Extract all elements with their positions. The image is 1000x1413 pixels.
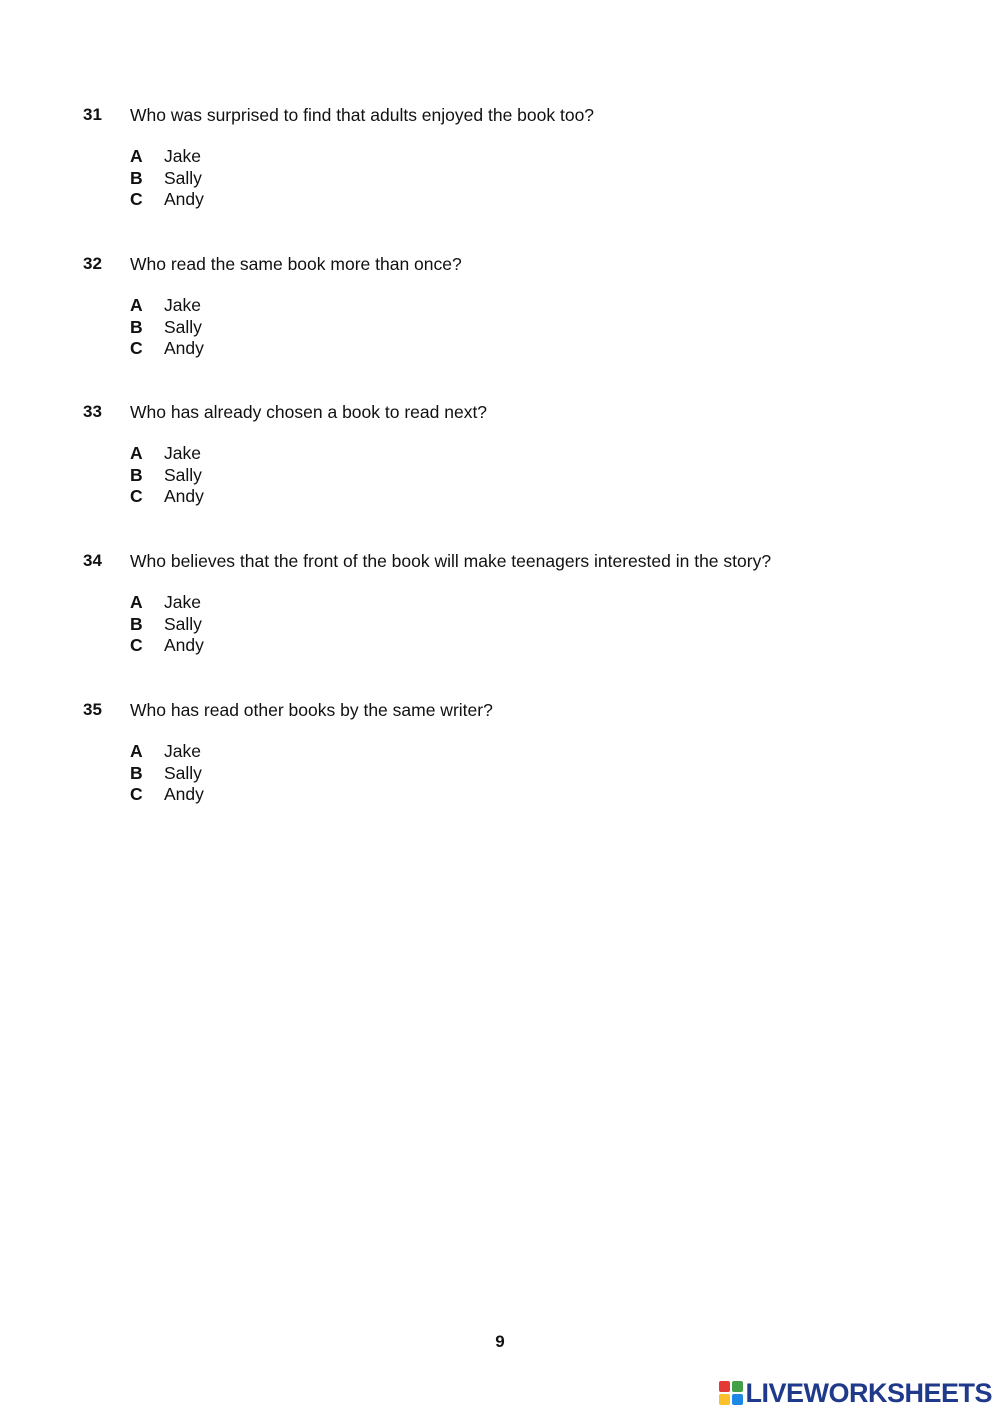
option-letter: A bbox=[130, 443, 143, 463]
option-letter: A bbox=[130, 592, 143, 612]
option-text: Sally bbox=[164, 167, 202, 188]
option-letter: A bbox=[130, 146, 143, 166]
brand-name: LIVEWORKSHEETS bbox=[745, 1377, 992, 1408]
option-text: Andy bbox=[164, 189, 204, 209]
option-text: Andy bbox=[164, 784, 204, 804]
option-c[interactable] bbox=[130, 189, 204, 211]
option-letter: C bbox=[130, 486, 143, 506]
option-letter: B bbox=[130, 613, 143, 634]
question-text: Who was surprised to find that adults enjoyed the book too? bbox=[130, 105, 595, 125]
option-a[interactable] bbox=[130, 295, 204, 317]
question-text: Who has read other books by the same writer? bbox=[130, 700, 493, 720]
option-text: Jake bbox=[164, 592, 201, 612]
option-a[interactable] bbox=[130, 741, 204, 763]
question-text: Who believes that the front of the book will make teenagers interested in the story? bbox=[130, 551, 772, 571]
question-text: Who read the same book more than once? bbox=[130, 254, 462, 274]
question-text: Who has already chosen a book to read next? bbox=[130, 402, 488, 422]
option-letter: B bbox=[130, 762, 143, 783]
liveworksheets-logo-icon bbox=[719, 1381, 743, 1405]
answer-options bbox=[130, 741, 204, 806]
option-b[interactable] bbox=[130, 465, 204, 487]
option-text: Andy bbox=[164, 635, 204, 655]
option-a[interactable] bbox=[130, 146, 204, 168]
question-number: 34 bbox=[83, 551, 102, 570]
option-letter: B bbox=[130, 167, 143, 188]
option-b[interactable] bbox=[130, 317, 204, 339]
option-letter: B bbox=[130, 316, 143, 337]
option-text: Jake bbox=[164, 741, 201, 761]
option-letter: B bbox=[130, 464, 143, 485]
answer-options bbox=[130, 295, 204, 360]
answer-options bbox=[130, 443, 204, 508]
option-text: Andy bbox=[164, 338, 204, 358]
option-c[interactable] bbox=[130, 338, 204, 360]
option-b[interactable] bbox=[130, 168, 204, 190]
liveworksheets-brand[interactable] bbox=[719, 1378, 992, 1408]
option-text: Jake bbox=[164, 295, 201, 315]
question-number: 31 bbox=[83, 105, 102, 124]
question-number: 33 bbox=[83, 402, 102, 421]
question-number: 35 bbox=[83, 700, 102, 719]
option-a[interactable] bbox=[130, 592, 204, 614]
option-text: Jake bbox=[164, 443, 201, 463]
option-c[interactable] bbox=[130, 486, 204, 508]
option-letter: C bbox=[130, 189, 143, 209]
option-c[interactable] bbox=[130, 635, 204, 657]
option-text: Andy bbox=[164, 486, 204, 506]
option-c[interactable] bbox=[130, 784, 204, 806]
option-text: Sally bbox=[164, 316, 202, 337]
option-letter: C bbox=[130, 338, 143, 358]
question-number: 32 bbox=[83, 254, 102, 273]
option-text: Sally bbox=[164, 613, 202, 634]
option-text: Sally bbox=[164, 762, 202, 783]
answer-options bbox=[130, 592, 204, 657]
option-text: Jake bbox=[164, 146, 201, 166]
option-a[interactable] bbox=[130, 443, 204, 465]
option-letter: C bbox=[130, 784, 143, 804]
option-b[interactable] bbox=[130, 763, 204, 785]
option-letter: C bbox=[130, 635, 143, 655]
page-number: 9 bbox=[495, 1332, 505, 1351]
option-text: Sally bbox=[164, 464, 202, 485]
option-letter: A bbox=[130, 741, 143, 761]
option-b[interactable] bbox=[130, 614, 204, 636]
answer-options bbox=[130, 146, 204, 211]
option-letter: A bbox=[130, 295, 143, 315]
